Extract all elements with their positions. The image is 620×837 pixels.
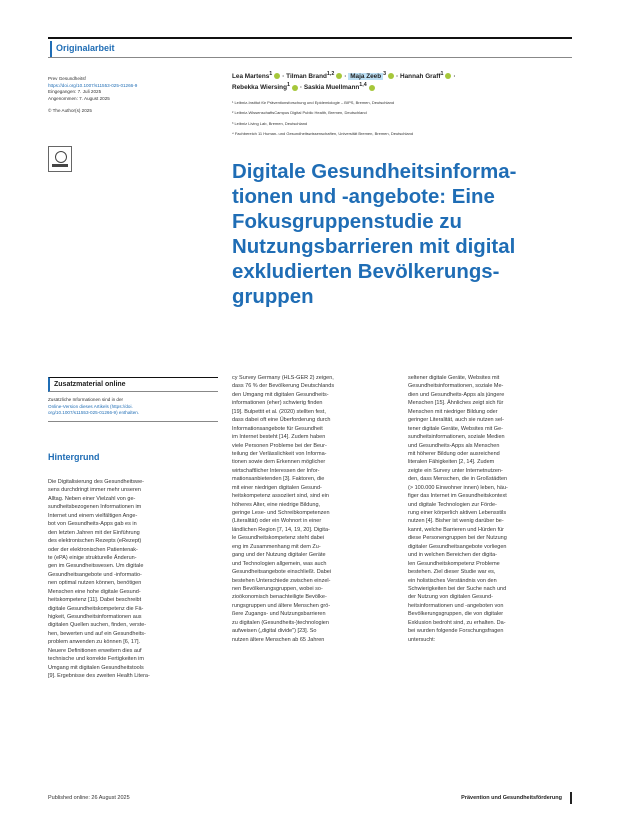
section-label: Originalarbeit — [56, 43, 115, 53]
text-line: untersucht: — [408, 636, 436, 643]
text-line: heitskompetenz [11]. Dabei beschreibt — [48, 597, 142, 604]
text-line: digitale Gesundheitskompetenz die Fä- — [48, 605, 144, 612]
text-line: le Gesundheitskompetenz steht dabei — [232, 535, 325, 542]
text-line: der Nutzung von digitalen Gesund- — [408, 594, 493, 601]
orcid-icon[interactable] — [274, 73, 280, 79]
text-line: ländlichen Region [7, 14, 19, 20]. Digita- — [232, 526, 330, 533]
author-name: Saskia Muellmann — [303, 84, 360, 92]
affiliation: ¹ Leibniz-Institut für Präventionsforschung und Epidemiologie – BIPS, Bremen, Deutschland — [232, 100, 395, 105]
author-list: Lea Martens$^1$ · Tilman Brand$^{1,2}$ · Maja Zeeb $^3$ · Hannah Graff$^1$ · Rebekka Wiersing$^1$ · Saskia Muellmann$^{1,4}$ — [232, 71, 456, 92]
header-accent-line — [50, 41, 52, 57]
text-line: höheres Alter, eine niedrige Bildung, — [232, 501, 321, 508]
text-line: dien und Gesundheits-Apps als jüngere — [408, 391, 505, 398]
text-line: zeigte ein Survey unter Internetnutzen- — [408, 467, 503, 474]
article-meta — [48, 76, 218, 115]
text-line: Alltag. Neben einer Vielzahl von ge- — [48, 495, 136, 502]
text-line: problem anwenden zu können [6, 17]. — [48, 639, 141, 646]
text-line: dass 76 % der Bevölkerung Deutschlands — [232, 383, 335, 390]
text-line: digitalen Quellen suchen, finden, verste- — [48, 622, 147, 629]
text-line: sundheitsbezogenen Informationen im — [48, 504, 142, 511]
text-line: Gesundheitsangebote und -informatio- — [48, 571, 142, 578]
text-line: Exklusion bedroht sind, zu erhalten. Da- — [408, 619, 506, 626]
orcid-icon[interactable] — [369, 85, 375, 91]
text-line: des elektronischen Rezepts (eRezept) — [48, 538, 142, 545]
orcid-icon[interactable] — [445, 73, 451, 79]
text-line: und Technologien allgemein, was auch — [232, 560, 327, 567]
copyright: © The Author(s) 2025 — [48, 108, 92, 114]
affiliations — [232, 100, 572, 141]
text-line: und Gesundheits-Apps als Menschen — [408, 442, 500, 449]
text-line: bei wurden folgende Forschungsfragen — [408, 628, 504, 635]
cc-icon — [55, 151, 67, 163]
text-line: nen optimal nutzen können, benötigen — [48, 580, 142, 587]
author-name: Lea Martens — [232, 73, 270, 81]
journal-name: Prävention und Gesundheitsförderung — [461, 795, 562, 801]
text-line: bestehen. Ziel dieser Studie war es, — [408, 569, 496, 576]
text-line: viele Personen Probleme bei der Beur- — [232, 442, 327, 449]
text-line: teilung der Verlässlichkeit von Informa- — [232, 450, 327, 457]
text-line: im Internet besteht [14]. Zudem haben — [232, 434, 326, 441]
article-title: Digitale Gesundheitsinforma- tionen und -angebote: Eine Fokusgruppenstudie zu Nutzungsbarrieren mit digital exkludierten Bevölkerungs- gruppen — [232, 161, 517, 308]
author-name: Hannah Graff — [400, 73, 441, 81]
supplement-text: Zusätzliche Informationen sind in der Online-Version dieses Artikels (https://doi. org/10.1007/s11553-025-01266-9) enthalten. — [48, 397, 140, 415]
text-line: (Literalität) oder ein Wohnort in einer — [232, 518, 322, 525]
text-line: nutzen [4]. Bisher ist wenig darüber be- — [408, 518, 504, 525]
text-line: den letzten Jahren mit der Einführung — [48, 529, 140, 536]
header-bar — [48, 37, 572, 59]
text-line: kannt, welche Barrieren und Hürden für — [408, 526, 504, 533]
text-line: zu digitalen (Gesundheits-)technologien — [232, 619, 329, 626]
text-line: den, dass Menschen, die in Großstädten — [408, 476, 508, 483]
text-line: rung einer körperlich aktiven Lebensstils — [408, 510, 507, 516]
body-column-3 — [408, 374, 573, 644]
text-line: geringe Lese- und Schreibkompetenzen — [232, 510, 330, 516]
text-line: [9]. Ergebnisse des zweiten Health Litera- — [48, 673, 150, 680]
accepted-date: Angenommen: 7. August 2025 — [48, 95, 110, 101]
text-line: Schwierigkeiten bei der Suche nach und — [408, 585, 507, 592]
text-line: Menschen mit niedriger Bildung oder — [408, 408, 498, 415]
text-line: Bevölkerungsgruppen, die von digitaler — [408, 611, 504, 618]
text-line: Informationsangebote für Gesundheit — [232, 425, 323, 432]
text-line: te (ePA) einige strukturelle Änderun- — [48, 554, 137, 561]
text-line: tionen sowie dem Erkennen möglicher — [232, 459, 326, 466]
text-line: aufweisen („digital divide") [23]. So — [232, 628, 317, 635]
text-line: len Gesundheitskompetenz Probleme — [408, 560, 500, 567]
text-line: sens durchdringt immer mehr unseren — [48, 487, 141, 494]
text-line: heitskompetenz assoziiert sind, sind ein — [232, 493, 329, 500]
text-line: und digitale Technologien zur Förde- — [408, 501, 497, 508]
text-line: seltener digitale Geräte, Websites mit — [408, 375, 500, 381]
body-column-2 — [232, 374, 397, 644]
text-line: bestehen Unterschiede zwischen einzel- — [232, 577, 331, 584]
text-line: tener digitale Geräte, Websites mit Ge- — [408, 425, 503, 432]
affiliation: ² Leibniz-WissenschaftsCampus Digital Public Health, Bremen, Deutschland — [232, 110, 367, 116]
text-line: mationsanbietenden [3]. Faktoren, die — [232, 476, 325, 483]
text-line: Internet und einem vielfältigen Ange- — [48, 512, 138, 519]
text-line: Menschen eine hohe digitale Gesund- — [48, 588, 141, 595]
text-line: geringer Literalität, auch sie nutzen sel- — [408, 417, 504, 424]
text-line: wirtschaftlicher Interessen der Infor- — [232, 467, 320, 474]
orcid-icon[interactable] — [336, 73, 342, 79]
text-line: sundheitsinformationen, soziale Medien — [408, 434, 505, 441]
text-line: bot von Gesundheits-Apps gab es in — [48, 521, 137, 528]
text-line: rungsgruppen und ältere Menschen grö- — [232, 602, 331, 609]
text-line: ßere Zugangs- und Nutzungsbarrieren — [232, 611, 326, 618]
text-line: eng im Zusammenhang mit dem Zu- — [232, 543, 321, 550]
text-line: Menschen [15]. Ähnliches zeigt sich für — [408, 400, 504, 407]
text-line: oder der elektronischen Patientenak- — [48, 546, 138, 553]
text-line: dass dabei oft eine Überforderung durch — [232, 417, 331, 424]
text-line: Die Digitalisierung des Gesundheitswe- — [48, 479, 144, 485]
text-line: [19]. Bulpettit et al. (2020) stellten fest, — [232, 408, 326, 415]
journal-abbrev: Prev Gesundheitsf — [48, 76, 86, 81]
text-line: (> 100.000 Einwohner innen) leben, häu- — [408, 484, 508, 491]
text-line: gen im Gesundheitswesen. Um digitale — [48, 563, 144, 570]
text-line: literalen Fähigkeiten [2, 14]. Zudem — [408, 459, 495, 466]
supplement-box — [48, 377, 218, 422]
text-line: cy Survey Germany (HLS-GER 2) zeigen, — [232, 375, 334, 381]
text-line: mit einer niedrigen digitalen Gesund- — [232, 484, 322, 491]
text-line: technische und korrekte Fertigkeiten im — [48, 656, 144, 663]
affiliation: ³ Leibniz Living Lab, Bremen, Deutschland — [232, 120, 308, 126]
text-line: Gesundheitsangebote einschließt. Dabei — [232, 569, 332, 576]
orcid-icon[interactable] — [292, 85, 298, 91]
text-line: higkeit, Gesundheitsinformationen aus — [48, 614, 142, 620]
text-line: gang und der Nutzung digitaler Geräte — [232, 552, 326, 559]
publication-date: Published online: 26 August 2025 — [48, 795, 130, 801]
text-line: zioökonomisch benachteiligte Bevölke- — [232, 594, 327, 601]
text-line: nutzen ältere Menschen ab 65 Jahren — [232, 636, 325, 643]
text-line: nen Bevölkerungsgruppen, wobei so- — [232, 585, 323, 592]
text-line: den Umgang mit digitalen Gesundheits- — [232, 391, 329, 398]
author-name: Tilman Brand — [286, 73, 327, 81]
author-name: Rebekka Wiersing — [232, 84, 287, 92]
received-date: Eingegangen: 7. Juli 2025 — [48, 89, 102, 95]
body-column-1 — [48, 478, 213, 681]
text-line: Gesundheitsinformationen, soziale Me- — [408, 383, 504, 390]
affiliation: ⁴ Fachbereich 11 Human- und Gesundheitswissenschaften, Universität Bremen, Bremen, Deutschland — [232, 130, 414, 136]
text-line: informationen (eher) schwierig finden — [232, 400, 323, 407]
text-line: figer das Internet im Gesundheitskontext — [408, 493, 507, 500]
text-line: ein holistisches Verständnis von den — [408, 577, 497, 584]
text-line: Neuere Definitionen erweitern dies auf — [48, 647, 142, 654]
doi-link[interactable]: https://doi.org/10.1007/s11553-025-01266-9 — [48, 82, 138, 88]
text-line: digitaler Gesundheitsangebote vorliegen — [408, 543, 507, 550]
orcid-icon[interactable] — [388, 73, 394, 79]
page-footer — [48, 795, 572, 801]
header-rule — [48, 57, 572, 58]
text-line: Umgang mit digitalen Gesundheitstools — [48, 664, 144, 671]
text-line: diese Personengruppen bei der Nutzung — [408, 535, 507, 542]
text-line: hen, bewerten und auf ein Gesundheits- — [48, 630, 146, 637]
author-name: Maja Zeeb — [350, 73, 382, 81]
open-access-logo — [48, 146, 72, 172]
text-line: und in welchen Bereichen der digita- — [408, 552, 497, 559]
section-heading: Hintergrund — [48, 452, 100, 462]
text-line: heitsinformationen und -angeboten von — [408, 602, 504, 609]
supplement-heading: Zusatzmaterial online — [48, 377, 218, 392]
text-line: mit höherer Bildung oder ausreichend — [408, 450, 500, 457]
